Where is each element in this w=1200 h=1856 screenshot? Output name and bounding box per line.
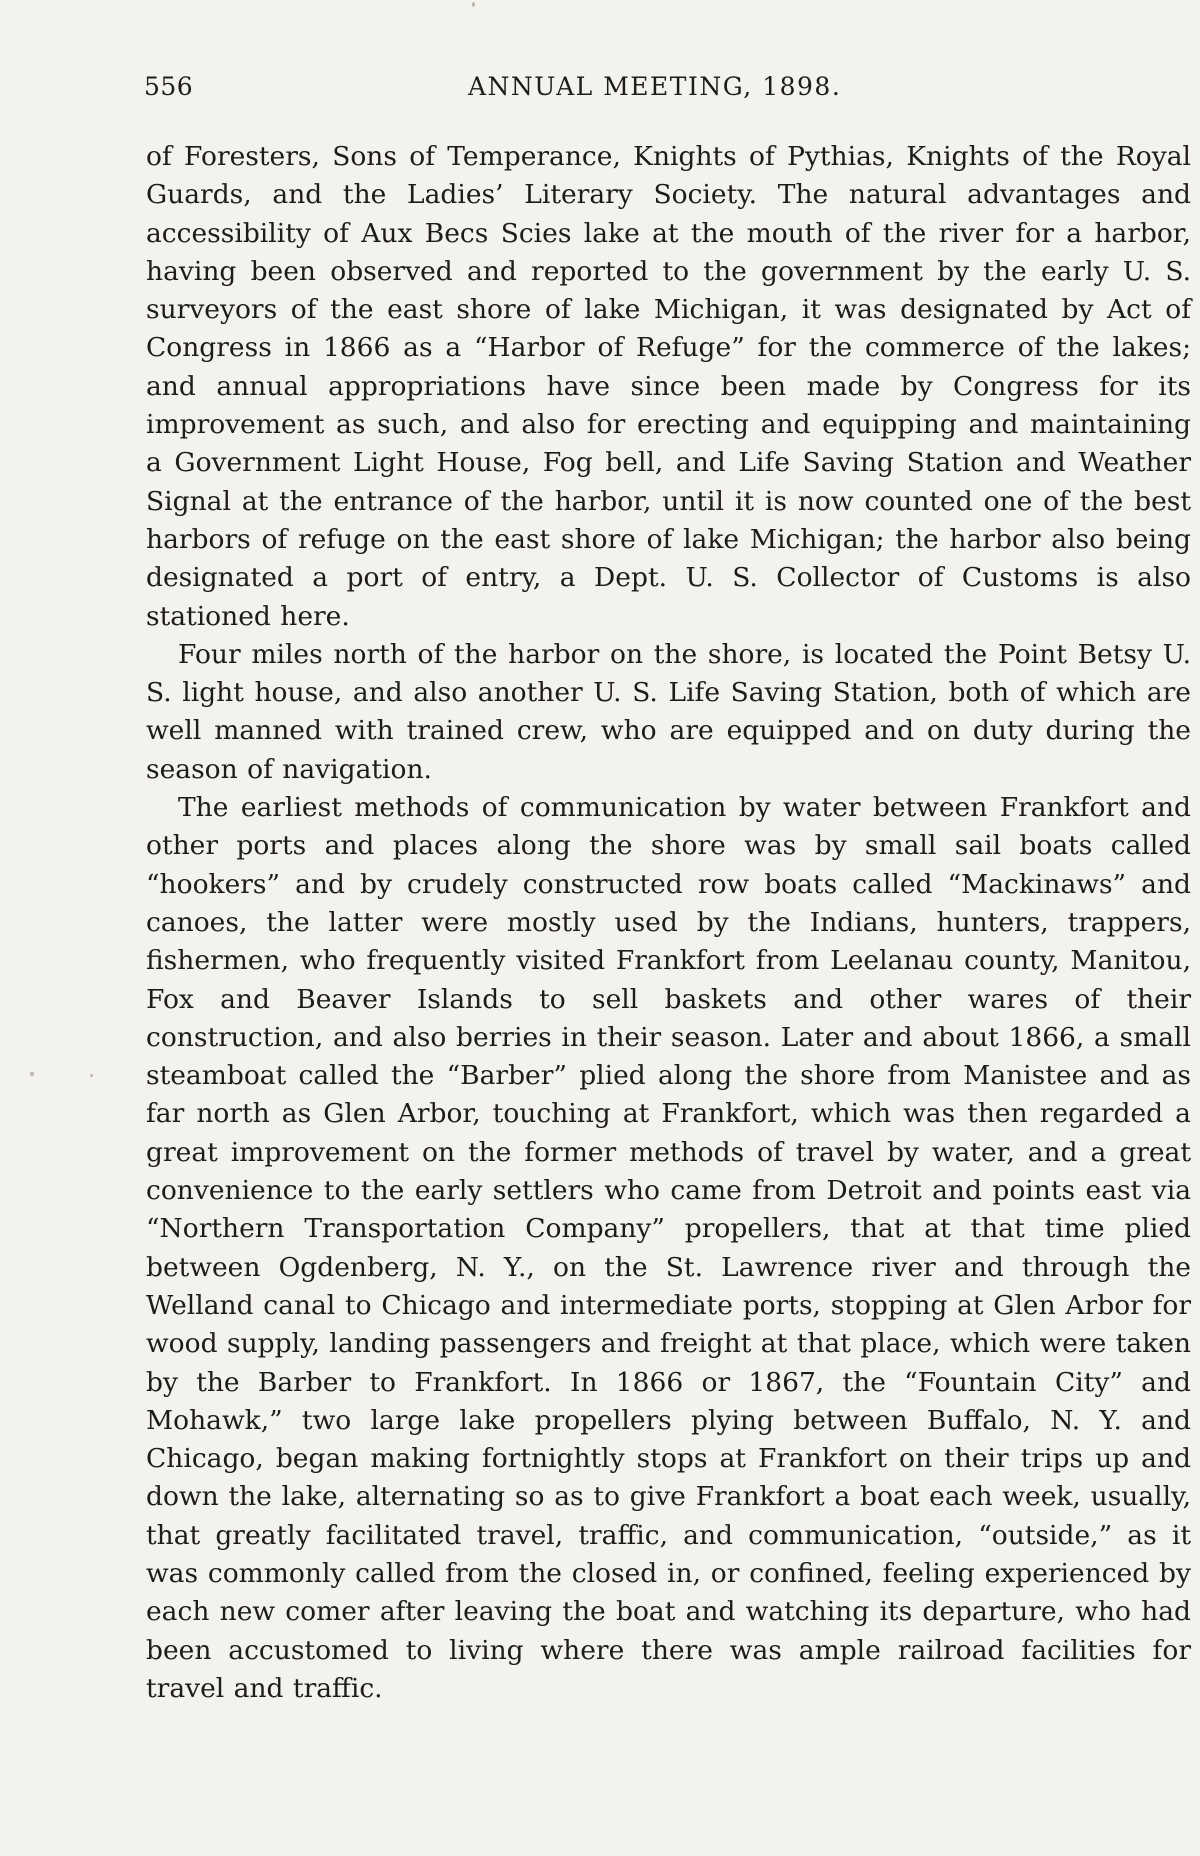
paper-speck bbox=[30, 1072, 34, 1076]
page-number: 556 bbox=[144, 72, 194, 101]
paragraph-continued: of Foresters, Sons of Temperance, Knights of Pythias, Knights of the Royal Guards, and the Ladies’ Literary Society. The natural advantages and accessibility of Aux Becs Scies lake at the mouth of the river for a harbor, having been observed and reported to the government by the early U. S. surveyors of the east shore of lake Michigan, it was designated by Act of Congress in 1866 as a “Harbor of Refuge” for the commerce of the lakes; and annual appropriations have since been made by Congress for its improvement as such, and also for erecting and equipping and maintaining a Government Light House, Fog bell, and Life Saving Station and Weather Signal at the entrance of the harbor, until it is now counted one of the best harbors of refuge on the east shore of lake Michigan; the harbor also being designated a port of entry, a Dept. U. S. Collector of Customs is also stationed here. bbox=[146, 141, 1191, 632]
page-header bbox=[144, 72, 1184, 112]
paragraph-point-betsy: Four miles north of the harbor on the shore, is located the Point Betsy U. S. light house, and also another U. S. Life Saving Station, both of which are well manned with trained crew, who are equipped and on duty during the season of navigation. bbox=[146, 638, 1191, 785]
body-text bbox=[146, 138, 1191, 1708]
paragraph-communication: The earliest methods of communication by water between Frankfort and other ports and places along the shore was by small sail boats called “hookers” and by crudely constructed row boats called “Mackinaws” and canoes, the latter were mostly used by the Indians, hunters, trappers, fishermen, who frequently visited Frankfort from Leelanau county, Manitou, Fox and Beaver Islands to sell baskets and other wares of their construction, and also berries in their season. Later and about 1866, a small steamboat called the “Barber” plied along the shore from Manistee and as far north as Glen Arbor, touching at Frankfort, which was then regarded a great improvement on the former methods of travel by water, and a great convenience to the early settlers who came from Detroit and points east via “Northern Transportation Company” propellers, that at that time plied between Ogdenberg, N. Y., on the St. Lawrence river and through the Welland canal to Chicago and intermediate ports, stopping at Glen Arbor for wood supply, landing passengers and freight at that place, which were taken by the Barber to Frankfort. In 1866 or 1867, the “Fountain City” and Mohawk,” two large lake propellers plying between Buffalo, N. Y. and Chicago, began making fortnightly stops at Frankfort on their trips up and down the lake, alternating so as to give Frankfort a boat each week, usually, that greatly facilitated travel, traffic, and communication, “outside,” as it was commonly called from the closed in, or confined, feeling experienced by each new comer after leaving the boat and watching its departure, who had been accustomed to living where there was ample railroad facilities for travel and traffic. bbox=[146, 792, 1191, 1704]
paper-speck bbox=[90, 1074, 93, 1077]
running-head: ANNUAL MEETING, 1898. bbox=[468, 72, 842, 101]
paper-speck bbox=[472, 2, 475, 7]
